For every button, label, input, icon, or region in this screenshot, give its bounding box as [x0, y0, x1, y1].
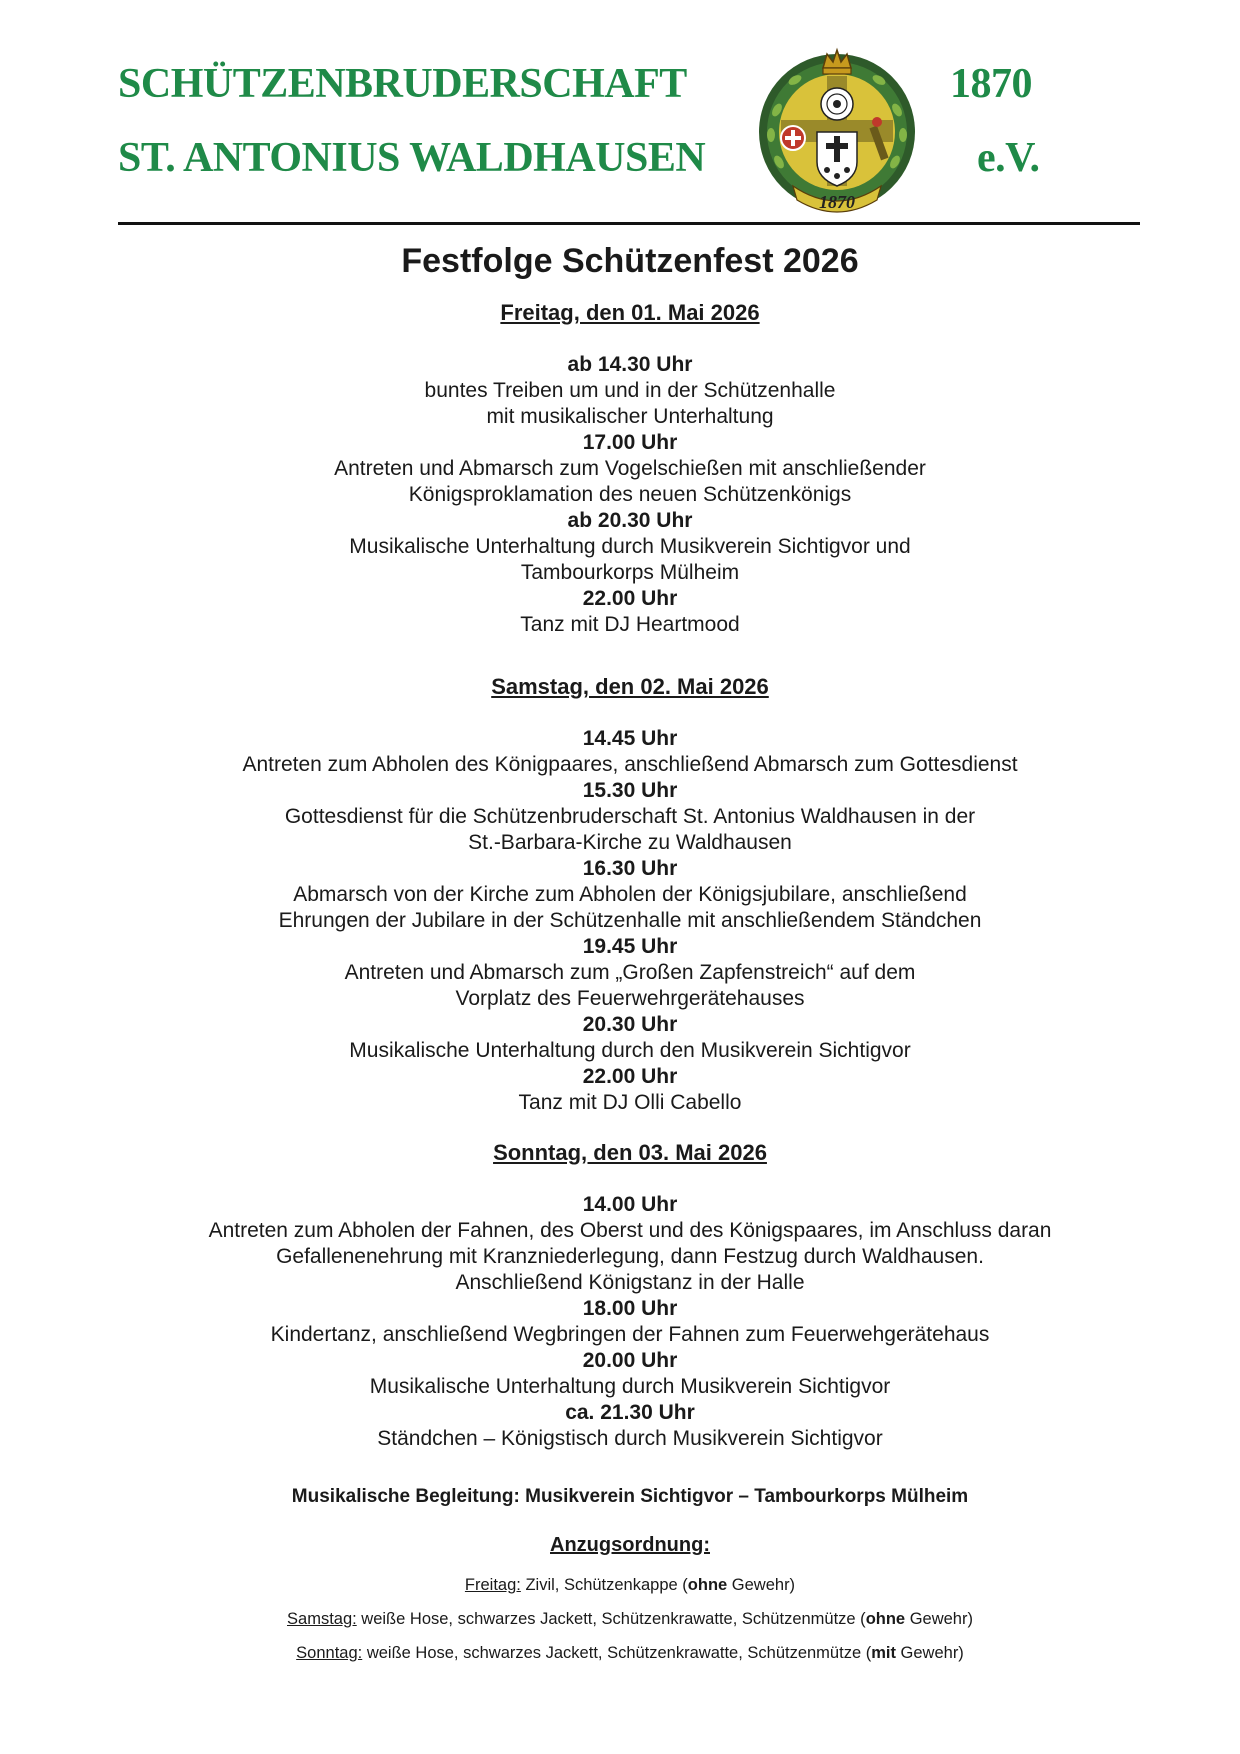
club-emblem-icon [755, 40, 920, 215]
day-heading-sunday: Sonntag, den 03. Mai 2026 [493, 1140, 767, 1165]
event-desc: Musikalische Unterhaltung durch den Musikverein Sichtigvor [349, 1039, 911, 1062]
event-desc: Abmarsch von der Kirche zum Abholen der Königsjubilare, anschließend [293, 883, 967, 906]
event-desc: buntes Treiben um und in der Schützenhalle [424, 379, 836, 402]
event-desc: Antreten zum Abholen der Fahnen, des Oberst und des Königspaares, im Anschluss daran [208, 1219, 1052, 1242]
day-sunday [120, 1138, 1140, 1452]
event-desc: Antreten und Abmarsch zum „Großen Zapfenstreich“ auf dem [344, 961, 916, 984]
dress-code-text: Gewehr) [905, 1610, 973, 1628]
program-content [120, 238, 1140, 1662]
event-time: 16.30 Uhr [582, 857, 678, 880]
event-desc: Musikalische Unterhaltung durch Musikverein Sichtigvor [369, 1375, 891, 1398]
event-time: 22.00 Uhr [582, 587, 678, 610]
event-time: 19.45 Uhr [582, 935, 678, 958]
event-desc: Kindertanz, anschließend Wegbringen der Fahnen zum Feuerwehgerätehaus [270, 1323, 990, 1346]
event-time: ab 20.30 Uhr [567, 509, 693, 532]
day-saturday [120, 672, 1140, 1116]
page-title: Festfolge Schützenfest 2026 [401, 242, 859, 280]
event-time: 20.00 Uhr [582, 1349, 678, 1372]
event-time: ab 14.30 Uhr [567, 353, 693, 376]
event-desc: Gefallenenehrung mit Kranzniederlegung, dann Festzug durch Waldhausen. [276, 1245, 984, 1268]
event-desc: Ehrungen der Jubilare in der Schützenhalle mit anschließendem Ständchen [278, 909, 982, 932]
event-time: 14.00 Uhr [582, 1193, 678, 1216]
dress-code-text: weiße Hose, schwarzes Jackett, Schützenkrawatte, Schützenmütze ( [356, 1610, 866, 1628]
event-desc: Vorplatz des Feuerwehrgerätehauses [455, 987, 805, 1010]
dress-code-emphasis: mit [871, 1644, 896, 1662]
event-desc: Tanz mit DJ Heartmood [520, 613, 740, 636]
event-desc: Tambourkorps Mülheim [520, 561, 740, 584]
dress-code-emphasis: ohne [865, 1610, 906, 1628]
dress-code-text: Gewehr) [727, 1576, 796, 1594]
event-desc: Gottesdienst für die Schützenbruderschaft St. Antonius Waldhausen in der [284, 805, 976, 828]
org-suffix: e.V. [977, 135, 1040, 181]
header-divider [118, 222, 1140, 225]
dress-code-label: Sonntag: [296, 1644, 363, 1662]
letterhead [0, 0, 1240, 230]
day-friday [120, 298, 1140, 638]
music-note: Musikalische Begleitung: Musikverein Sichtigvor – Tambourkorps Mülheim [291, 1486, 969, 1507]
event-time: 14.45 Uhr [582, 727, 678, 750]
day-heading-friday: Freitag, den 01. Mai 2026 [500, 300, 760, 325]
dress-code-sunday [120, 1644, 1140, 1663]
event-desc: Anschließend Königstanz in der Halle [455, 1271, 805, 1294]
org-name-line2: ST. ANTONIUS WALDHAUSEN [118, 135, 706, 181]
dress-code-label: Samstag: [287, 1610, 357, 1628]
event-time: ca. 21.30 Uhr [565, 1401, 695, 1424]
dress-code-saturday [120, 1610, 1140, 1629]
event-desc: Tanz mit DJ Olli Cabello [518, 1091, 742, 1114]
event-desc: Antreten und Abmarsch zum Vogelschießen mit anschließender [334, 457, 926, 480]
event-desc: mit musikalischer Unterhaltung [486, 405, 774, 428]
event-time: 15.30 Uhr [582, 779, 678, 802]
event-desc: Musikalische Unterhaltung durch Musikverein Sichtigvor und [349, 535, 911, 558]
event-desc: Ständchen – Königstisch durch Musikverein Sichtigvor [377, 1427, 883, 1450]
dress-code-text: weiße Hose, schwarzes Jackett, Schützenkrawatte, Schützenmütze ( [362, 1644, 872, 1662]
dress-code-friday [120, 1576, 1140, 1595]
event-desc: Antreten zum Abholen des Königpaares, anschließend Abmarsch zum Gottesdienst [242, 753, 1018, 776]
dress-code-title: Anzugsordnung: [550, 1534, 710, 1556]
event-time: 22.00 Uhr [582, 1065, 678, 1088]
org-name-line1: SCHÜTZENBRUDERSCHAFT [118, 61, 687, 107]
event-time: 20.30 Uhr [582, 1013, 678, 1036]
dress-code-label: Freitag: [464, 1576, 521, 1594]
dress-code-emphasis: ohne [687, 1576, 728, 1594]
event-time: 17.00 Uhr [582, 431, 678, 454]
founding-year: 1870 [950, 61, 1032, 107]
event-desc: Königsproklamation des neuen Schützenkönigs [408, 483, 852, 506]
event-time: 18.00 Uhr [582, 1297, 678, 1320]
event-desc: St.-Barbara-Kirche zu Waldhausen [468, 831, 792, 854]
day-heading-saturday: Samstag, den 02. Mai 2026 [491, 674, 769, 699]
dress-code-text: Gewehr) [895, 1644, 964, 1662]
dress-code-text: Zivil, Schützenkappe ( [520, 1576, 688, 1594]
emblem-year-text: 1870 [819, 192, 855, 212]
